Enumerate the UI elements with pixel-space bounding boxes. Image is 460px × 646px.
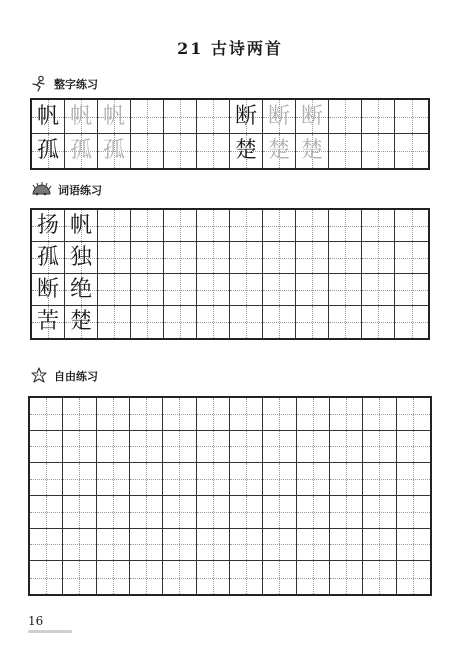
- grid-cell: [362, 210, 395, 242]
- grid-cell: [296, 134, 329, 168]
- grid-cell: [395, 306, 428, 338]
- grid-cell: [363, 431, 396, 464]
- grid-cell: [197, 274, 230, 306]
- grid-cell: [130, 398, 163, 431]
- grid-cell: [397, 398, 430, 431]
- grid-cell: [65, 210, 98, 242]
- grid-cell: [131, 274, 164, 306]
- grid-cell: [164, 210, 197, 242]
- grid-cell: [131, 134, 164, 168]
- character-practice-grid: [30, 98, 430, 170]
- grid-cell: [330, 398, 363, 431]
- grid-cell: [296, 100, 329, 134]
- grid-cell: [395, 100, 428, 134]
- grid-cell: [263, 134, 296, 168]
- section-header-character-practice: [30, 74, 98, 94]
- grid-cell: [297, 463, 330, 496]
- grid-cell: [131, 242, 164, 274]
- grid-cell: [130, 529, 163, 562]
- grid-cell: [263, 398, 296, 431]
- grid-cell: [230, 210, 263, 242]
- grid-cell: [130, 431, 163, 464]
- grid-cell: [296, 306, 329, 338]
- grid-cell: [65, 100, 98, 134]
- grid-cell: [363, 496, 396, 529]
- grid-cell: [30, 431, 63, 464]
- grid-cell: [395, 274, 428, 306]
- grid-cell: [130, 561, 163, 594]
- grid-cell: [130, 496, 163, 529]
- trace-character: 帆: [102, 103, 125, 129]
- grid-cell: [362, 242, 395, 274]
- grid-cell: [65, 274, 98, 306]
- grid-cell: [296, 274, 329, 306]
- grid-cell: [297, 431, 330, 464]
- runner-figure-icon: [30, 75, 48, 93]
- grid-cell: [32, 306, 65, 338]
- grid-cell: [363, 529, 396, 562]
- grid-cell: [395, 242, 428, 274]
- grid-cell: [32, 100, 65, 134]
- model-character: 帆: [69, 212, 92, 238]
- star-figure-icon: [30, 367, 48, 385]
- grid-cell: [98, 274, 131, 306]
- grid-cell: [63, 398, 96, 431]
- grid-cell: [32, 274, 65, 306]
- grid-cell: [163, 431, 196, 464]
- model-character: 孤: [36, 138, 59, 163]
- grid-cell: [263, 463, 296, 496]
- grid-cell: [397, 529, 430, 562]
- section-label: 词语练习: [58, 184, 102, 197]
- trace-character: 楚: [300, 138, 323, 163]
- grid-cell: [297, 496, 330, 529]
- grid-cell: [230, 134, 263, 168]
- grid-cell: [163, 496, 196, 529]
- model-character: 苦: [36, 309, 59, 334]
- grid-cell: [330, 431, 363, 464]
- grid-cell: [395, 134, 428, 168]
- model-character: 楚: [234, 138, 257, 163]
- grid-cell: [63, 529, 96, 562]
- grid-cell: [263, 242, 296, 274]
- grid-cell: [197, 529, 230, 562]
- grid-cell: [362, 306, 395, 338]
- trace-character: 帆: [69, 103, 92, 129]
- grid-cell: [32, 242, 65, 274]
- section-header-free-practice: [30, 366, 98, 386]
- grid-cell: [397, 561, 430, 594]
- grid-cell: [263, 529, 296, 562]
- grid-cell: [197, 463, 230, 496]
- grid-cell: [197, 210, 230, 242]
- grid-cell: [197, 496, 230, 529]
- grid-cell: [329, 100, 362, 134]
- grid-cell: [362, 274, 395, 306]
- grid-cell: [330, 529, 363, 562]
- grid-cell: [163, 463, 196, 496]
- section-header-word-practice: [30, 180, 102, 200]
- grid-cell: [395, 210, 428, 242]
- grid-cell: [130, 463, 163, 496]
- grid-cell: [197, 242, 230, 274]
- grid-cell: [32, 210, 65, 242]
- model-character: 断: [234, 103, 257, 129]
- grid-cell: [131, 210, 164, 242]
- grid-cell: [230, 431, 263, 464]
- grid-cell: [131, 306, 164, 338]
- model-character: 楚: [69, 309, 92, 334]
- grid-cell: [363, 561, 396, 594]
- grid-cell: [230, 496, 263, 529]
- grid-cell: [30, 561, 63, 594]
- grid-cell: [63, 431, 96, 464]
- grid-cell: [296, 210, 329, 242]
- grid-cell: [230, 242, 263, 274]
- section-label: 自由练习: [54, 370, 98, 383]
- grid-cell: [263, 210, 296, 242]
- grid-cell: [197, 134, 230, 168]
- grid-cell: [197, 398, 230, 431]
- grid-cell: [329, 210, 362, 242]
- grid-cell: [297, 398, 330, 431]
- grid-cell: [63, 561, 96, 594]
- word-practice-grid: [30, 208, 430, 340]
- grid-cell: [230, 561, 263, 594]
- grid-cell: [97, 496, 130, 529]
- grid-cell: [296, 242, 329, 274]
- grid-cell: [330, 561, 363, 594]
- grid-cell: [197, 431, 230, 464]
- model-character: 断: [36, 276, 59, 302]
- page-number: 16: [28, 614, 44, 628]
- grid-cell: [164, 242, 197, 274]
- grid-cell: [163, 529, 196, 562]
- section-label: 整字练习: [54, 78, 98, 91]
- grid-cell: [98, 242, 131, 274]
- trace-character: 楚: [267, 138, 290, 163]
- grid-cell: [397, 496, 430, 529]
- grid-cell: [63, 463, 96, 496]
- grid-cell: [263, 274, 296, 306]
- grid-cell: [330, 463, 363, 496]
- page-number-underline: [28, 630, 72, 633]
- grid-cell: [230, 274, 263, 306]
- trace-character: 孤: [69, 138, 92, 163]
- grid-cell: [363, 463, 396, 496]
- grid-cell: [97, 561, 130, 594]
- grid-cell: [30, 398, 63, 431]
- grid-cell: [263, 100, 296, 134]
- grid-cell: [362, 134, 395, 168]
- model-character: 帆: [36, 103, 59, 129]
- grid-cell: [230, 100, 263, 134]
- grid-cell: [164, 306, 197, 338]
- grid-cell: [163, 561, 196, 594]
- grid-cell: [230, 529, 263, 562]
- grid-cell: [63, 496, 96, 529]
- grid-cell: [230, 398, 263, 431]
- grid-cell: [397, 463, 430, 496]
- grid-cell: [263, 431, 296, 464]
- grid-cell: [98, 134, 131, 168]
- trace-character: 孤: [102, 138, 125, 163]
- grid-cell: [329, 134, 362, 168]
- grid-cell: [329, 242, 362, 274]
- grid-cell: [65, 134, 98, 168]
- model-character: 孤: [36, 244, 59, 270]
- grid-cell: [197, 100, 230, 134]
- grid-cell: [362, 100, 395, 134]
- grid-cell: [163, 398, 196, 431]
- grid-cell: [329, 274, 362, 306]
- grid-cell: [330, 496, 363, 529]
- grid-cell: [263, 496, 296, 529]
- grid-cell: [164, 134, 197, 168]
- grid-cell: [297, 561, 330, 594]
- grid-cell: [30, 463, 63, 496]
- grid-cell: [230, 306, 263, 338]
- grid-cell: [30, 529, 63, 562]
- grid-cell: [197, 306, 230, 338]
- model-character: 独: [69, 244, 92, 270]
- grid-cell: [98, 100, 131, 134]
- free-practice-grid: [28, 396, 432, 596]
- grid-cell: [131, 100, 164, 134]
- grid-cell: [263, 561, 296, 594]
- grid-cell: [65, 306, 98, 338]
- grid-cell: [297, 529, 330, 562]
- grid-cell: [230, 463, 263, 496]
- grid-cell: [98, 210, 131, 242]
- grid-cell: [164, 274, 197, 306]
- grid-cell: [98, 306, 131, 338]
- trace-character: 断: [267, 103, 290, 129]
- trace-character: 断: [300, 103, 323, 129]
- grid-cell: [164, 100, 197, 134]
- grid-cell: [97, 529, 130, 562]
- page-title: 21 古诗两首: [177, 39, 283, 58]
- model-character: 扬: [36, 212, 59, 238]
- grid-cell: [97, 463, 130, 496]
- grid-cell: [263, 306, 296, 338]
- grid-cell: [30, 496, 63, 529]
- grid-cell: [397, 431, 430, 464]
- grid-cell: [197, 561, 230, 594]
- grid-cell: [32, 134, 65, 168]
- grid-cell: [65, 242, 98, 274]
- hedgehog-icon: [30, 182, 52, 198]
- grid-cell: [97, 398, 130, 431]
- grid-cell: [97, 431, 130, 464]
- grid-cell: [329, 306, 362, 338]
- model-character: 绝: [69, 276, 92, 302]
- grid-cell: [363, 398, 396, 431]
